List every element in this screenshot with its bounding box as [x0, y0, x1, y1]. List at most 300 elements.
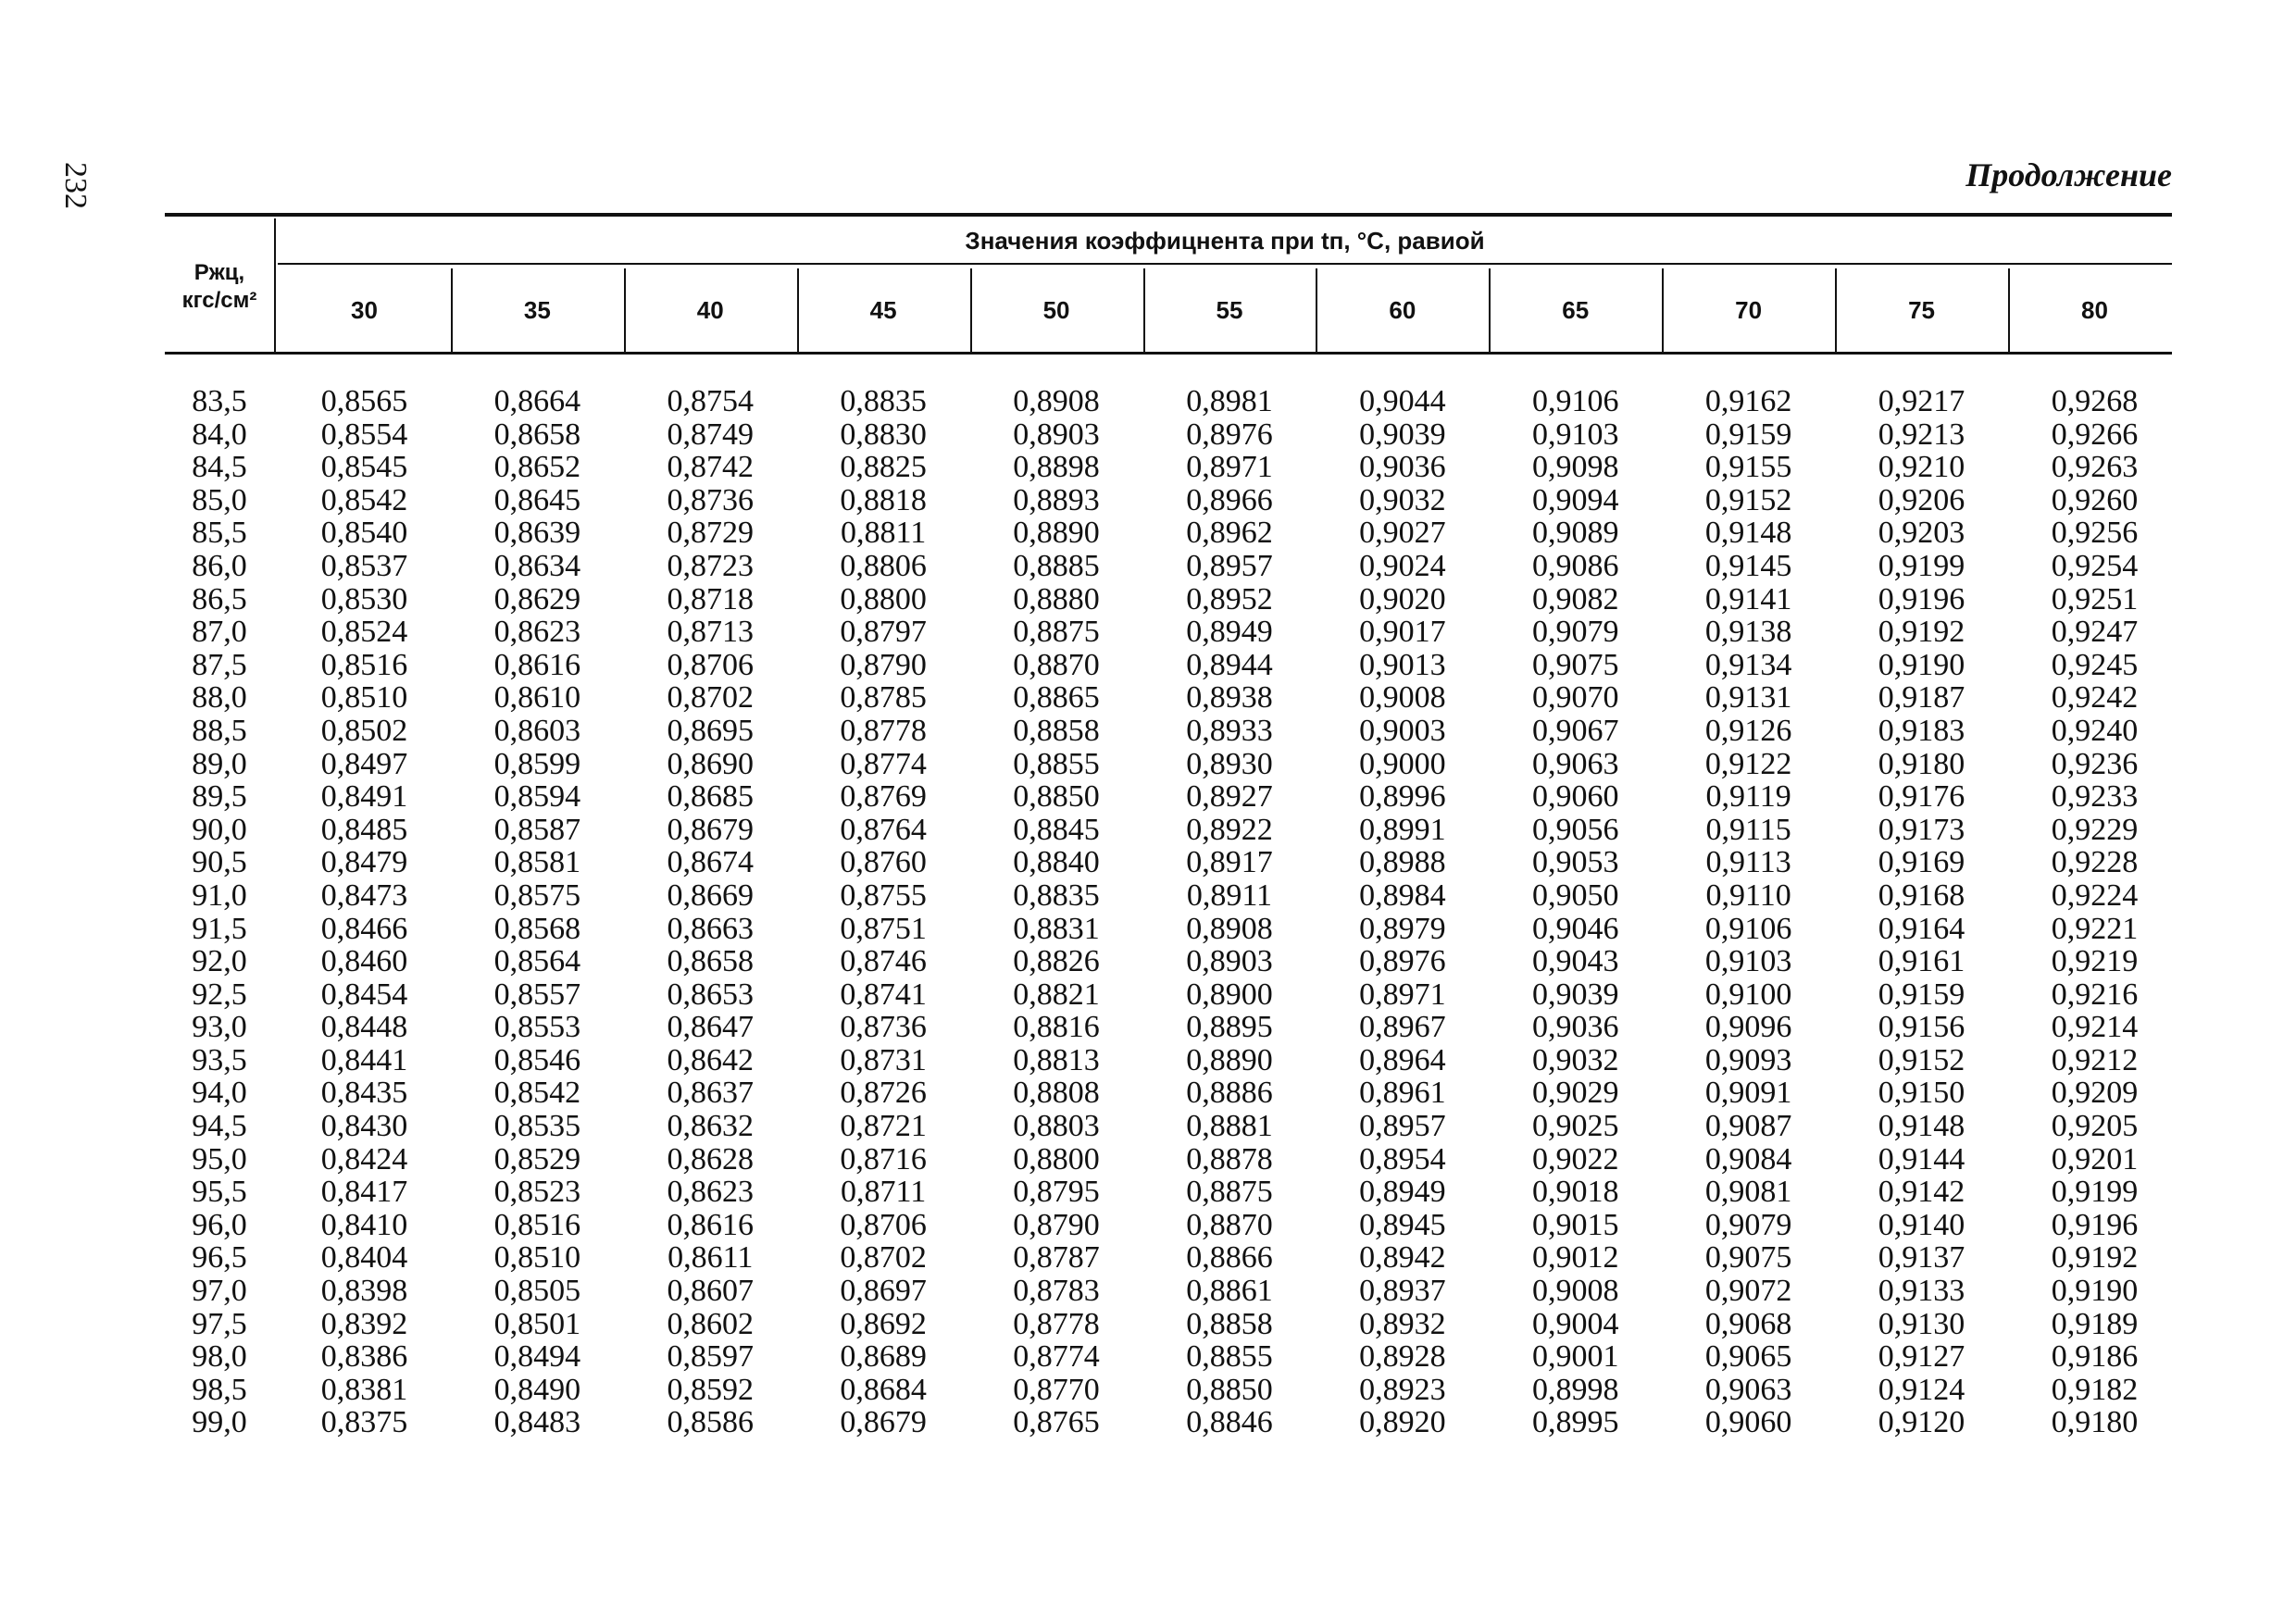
- coefficient-cell: 0,9096: [1704, 1010, 1792, 1045]
- coefficient-cell: 0,8928: [1359, 1339, 1446, 1375]
- table-row: [165, 517, 2172, 550]
- coefficient-cell: 0,8900: [1186, 977, 1273, 1012]
- coefficient-cell: 0,9122: [1704, 746, 1792, 781]
- table-row: [165, 1308, 2172, 1341]
- coefficient-cell: 0,9137: [1878, 1240, 1965, 1276]
- table-row: [165, 1044, 2172, 1077]
- coefficient-cell: 0,8623: [493, 615, 581, 650]
- coefficient-cell: 0,8861: [1186, 1274, 1273, 1309]
- pressure-cell: 89,0: [192, 746, 247, 781]
- page-number: 232: [58, 162, 93, 209]
- coefficient-cell: 0,8865: [1013, 680, 1100, 716]
- coefficient-cell: 0,8663: [667, 911, 754, 946]
- coefficient-cell: 0,8942: [1359, 1240, 1446, 1276]
- coefficient-cell: 0,8483: [493, 1405, 581, 1440]
- pressure-cell: 86,0: [192, 548, 247, 583]
- coefficient-cell: 0,8603: [493, 713, 581, 748]
- coefficient-cell: 0,9141: [1704, 581, 1792, 616]
- coefficient-cell: 0,8645: [493, 482, 581, 517]
- coefficient-cell: 0,8991: [1359, 812, 1446, 847]
- coefficient-cell: 0,8417: [320, 1175, 408, 1210]
- coefficient-cell: 0,8803: [1013, 1109, 1100, 1144]
- coefficient-cell: 0,8404: [320, 1240, 408, 1276]
- coefficient-cell: 0,9148: [1704, 516, 1792, 551]
- coefficient-cell: 0,8954: [1359, 1141, 1446, 1176]
- coefficient-cell: 0,8790: [1013, 1207, 1100, 1242]
- table-row: [165, 748, 2172, 781]
- pressure-cell: 94,0: [192, 1076, 247, 1111]
- table-row: [165, 1110, 2172, 1143]
- coefficient-cell: 0,9079: [1531, 615, 1619, 650]
- coefficient-cell: 0,8545: [320, 450, 408, 485]
- stub-header-unit: кгс/см²: [181, 288, 257, 313]
- coefficient-cell: 0,9036: [1531, 1010, 1619, 1045]
- coefficient-cell: 0,8830: [840, 417, 927, 452]
- coefficient-cell: 0,9008: [1531, 1274, 1619, 1309]
- pressure-cell: 90,0: [192, 812, 247, 847]
- coefficient-cell: 0,8908: [1013, 384, 1100, 418]
- coefficient-cell: 0,9189: [2051, 1306, 2139, 1341]
- coefficient-cell: 0,9161: [1878, 944, 1965, 979]
- coefficient-cell: 0,8466: [320, 911, 408, 946]
- coefficient-cell: 0,9219: [2051, 944, 2139, 979]
- pressure-cell: 87,0: [192, 615, 247, 650]
- coefficient-cell: 0,8647: [667, 1010, 754, 1045]
- coefficient-cell: 0,8808: [1013, 1076, 1100, 1111]
- coefficient-cell: 0,8995: [1531, 1405, 1619, 1440]
- coefficient-cell: 0,8920: [1359, 1405, 1446, 1440]
- table-row: [165, 1209, 2172, 1242]
- coefficient-cell: 0,8790: [840, 647, 927, 682]
- coefficient-cell: 0,8930: [1186, 746, 1273, 781]
- coefficient-cell: 0,8984: [1359, 877, 1446, 913]
- coefficient-cell: 0,8890: [1013, 516, 1100, 551]
- coefficient-cell: 0,8850: [1186, 1372, 1273, 1407]
- coefficient-cell: 0,8597: [667, 1339, 754, 1375]
- column-header: 70: [1735, 296, 1763, 324]
- coefficient-cell: 0,8713: [667, 615, 754, 650]
- coefficient-cell: 0,8886: [1186, 1076, 1273, 1111]
- coefficient-cell: 0,9103: [1704, 944, 1792, 979]
- pressure-cell: 98,0: [192, 1339, 247, 1375]
- column-divider: [624, 268, 626, 352]
- column-divider: [970, 268, 972, 352]
- coefficient-cell: 0,8755: [840, 877, 927, 913]
- coefficient-cell: 0,9079: [1704, 1207, 1792, 1242]
- coefficient-cell: 0,9142: [1878, 1175, 1965, 1210]
- coefficient-cell: 0,8460: [320, 944, 408, 979]
- coefficient-cell: 0,8800: [1013, 1141, 1100, 1176]
- pressure-cell: 96,0: [192, 1207, 247, 1242]
- coefficient-cell: 0,8813: [1013, 1042, 1100, 1077]
- coefficient-cell: 0,9050: [1531, 877, 1619, 913]
- coefficient-cell: 0,9251: [2051, 581, 2139, 616]
- coefficient-cell: 0,8529: [493, 1141, 581, 1176]
- coefficient-cell: 0,8706: [840, 1207, 927, 1242]
- coefficient-cell: 0,9221: [2051, 911, 2139, 946]
- coefficient-cell: 0,8858: [1186, 1306, 1273, 1341]
- coefficient-cell: 0,9268: [2051, 384, 2139, 418]
- coefficient-cell: 0,9233: [2051, 779, 2139, 815]
- coefficient-cell: 0,9180: [1878, 746, 1965, 781]
- coefficient-cell: 0,8903: [1186, 944, 1273, 979]
- coefficient-cell: 0,9012: [1531, 1240, 1619, 1276]
- coefficient-cell: 0,9150: [1878, 1076, 1965, 1111]
- table-row: [165, 1340, 2172, 1374]
- coefficient-cell: 0,8524: [320, 615, 408, 650]
- coefficient-cell: 0,9100: [1704, 977, 1792, 1012]
- coefficient-cell: 0,8835: [1013, 877, 1100, 913]
- coefficient-cell: 0,8592: [667, 1372, 754, 1407]
- coefficient-cell: 0,8751: [840, 911, 927, 946]
- coefficient-cell: 0,8501: [493, 1306, 581, 1341]
- coefficient-cell: 0,8510: [493, 1240, 581, 1276]
- table-row: [165, 550, 2172, 583]
- coefficient-cell: 0,8523: [493, 1175, 581, 1210]
- coefficient-cell: 0,8485: [320, 812, 408, 847]
- coefficient-cell: 0,8933: [1186, 713, 1273, 748]
- coefficient-cell: 0,9199: [1878, 548, 1965, 583]
- coefficient-cell: 0,8602: [667, 1306, 754, 1341]
- coefficient-cell: 0,8642: [667, 1042, 754, 1077]
- coefficient-cell: 0,8639: [493, 516, 581, 551]
- coefficient-cell: 0,8845: [1013, 812, 1100, 847]
- coefficient-cell: 0,8898: [1013, 450, 1100, 485]
- coefficient-cell: 0,8634: [493, 548, 581, 583]
- coefficient-cell: 0,8800: [840, 581, 927, 616]
- column-header: 30: [350, 296, 378, 324]
- coefficient-cell: 0,9192: [2051, 1240, 2139, 1276]
- coefficient-cell: 0,8858: [1013, 713, 1100, 748]
- column-divider: [451, 268, 453, 352]
- pressure-cell: 94,5: [192, 1109, 247, 1144]
- group-header-rule: [278, 263, 2172, 265]
- pressure-cell: 84,5: [192, 450, 247, 485]
- coefficient-cell: 0,8581: [493, 845, 581, 880]
- coefficient-cell: 0,9001: [1531, 1339, 1619, 1375]
- coefficient-cell: 0,9106: [1704, 911, 1792, 946]
- coefficient-cell: 0,8903: [1013, 417, 1100, 452]
- coefficient-cell: 0,9022: [1531, 1141, 1619, 1176]
- coefficient-cell: 0,9063: [1704, 1372, 1792, 1407]
- coefficient-cell: 0,8908: [1186, 911, 1273, 946]
- coefficient-cell: 0,8811: [841, 516, 927, 551]
- table-row: [165, 649, 2172, 682]
- coefficient-cell: 0,8575: [493, 877, 581, 913]
- coefficient-cell: 0,8502: [320, 713, 408, 748]
- coefficient-cell: 0,9024: [1359, 548, 1446, 583]
- coefficient-cell: 0,8629: [493, 581, 581, 616]
- table-row: [165, 945, 2172, 978]
- coefficient-cell: 0,8553: [493, 1010, 581, 1045]
- table-top-rule: [165, 213, 2172, 217]
- coefficient-cell: 0,8652: [493, 450, 581, 485]
- coefficient-cell: 0,9126: [1704, 713, 1792, 748]
- coefficient-cell: 0,8938: [1186, 680, 1273, 716]
- coefficient-cell: 0,9113: [1705, 845, 1791, 880]
- column-divider: [2008, 268, 2010, 352]
- coefficient-cell: 0,8718: [667, 581, 754, 616]
- continuation-label: Продолжение: [1965, 156, 2172, 193]
- coefficient-cell: 0,8923: [1359, 1372, 1446, 1407]
- coefficient-cell: 0,9124: [1878, 1372, 1965, 1407]
- coefficient-cell: 0,8679: [840, 1405, 927, 1440]
- coefficient-cell: 0,8702: [667, 680, 754, 716]
- coefficient-cell: 0,9256: [2051, 516, 2139, 551]
- coefficient-cell: 0,8448: [320, 1010, 408, 1045]
- coefficient-cell: 0,8430: [320, 1109, 408, 1144]
- column-divider: [1662, 268, 1664, 352]
- coefficient-cell: 0,8441: [320, 1042, 408, 1077]
- coefficient-cell: 0,8674: [667, 845, 754, 880]
- coefficient-cell: 0,9115: [1705, 812, 1791, 847]
- table-row: [165, 814, 2172, 847]
- coefficient-cell: 0,8797: [840, 615, 927, 650]
- column-header: 65: [1562, 296, 1590, 324]
- coefficient-cell: 0,8783: [1013, 1274, 1100, 1309]
- coefficient-cell: 0,9148: [1878, 1109, 1965, 1144]
- coefficient-cell: 0,9103: [1531, 417, 1619, 452]
- coefficient-cell: 0,9140: [1878, 1207, 1965, 1242]
- coefficient-cell: 0,8398: [320, 1274, 408, 1309]
- coefficient-cell: 0,8616: [667, 1207, 754, 1242]
- coefficient-cell: 0,9213: [1878, 417, 1965, 452]
- coefficient-cell: 0,9152: [1704, 482, 1792, 517]
- coefficient-cell: 0,9075: [1531, 647, 1619, 682]
- coefficient-cell: 0,8778: [840, 713, 927, 748]
- coefficient-cell: 0,9067: [1531, 713, 1619, 748]
- coefficient-cell: 0,9245: [2051, 647, 2139, 682]
- coefficient-cell: 0,8855: [1013, 746, 1100, 781]
- table-row: [165, 418, 2172, 452]
- coefficient-cell: 0,9060: [1704, 1405, 1792, 1440]
- coefficient-cell: 0,8607: [667, 1274, 754, 1309]
- column-header: 50: [1042, 296, 1070, 324]
- coefficient-cell: 0,9145: [1704, 548, 1792, 583]
- coefficient-cell: 0,9216: [2051, 977, 2139, 1012]
- coefficient-cell: 0,9036: [1359, 450, 1446, 485]
- coefficient-cell: 0,8770: [1013, 1372, 1100, 1407]
- table-row: [165, 1077, 2172, 1110]
- coefficient-cell: 0,8586: [667, 1405, 754, 1440]
- coefficient-cell: 0,9266: [2051, 417, 2139, 452]
- coefficient-cell: 0,8546: [493, 1042, 581, 1077]
- coefficient-cell: 0,9084: [1704, 1141, 1792, 1176]
- coefficient-cell: 0,9187: [1878, 680, 1965, 716]
- coefficient-cell: 0,9025: [1531, 1109, 1619, 1144]
- coefficient-cell: 0,8971: [1359, 977, 1446, 1012]
- coefficient-cell: 0,8530: [320, 581, 408, 616]
- coefficient-cell: 0,8825: [840, 450, 927, 485]
- coefficient-cell: 0,9086: [1531, 548, 1619, 583]
- coefficient-cell: 0,8878: [1186, 1141, 1273, 1176]
- coefficient-cell: 0,8632: [667, 1109, 754, 1144]
- coefficient-cell: 0,9236: [2051, 746, 2139, 781]
- coefficient-cell: 0,9229: [2051, 812, 2139, 847]
- coefficient-cell: 0,9155: [1704, 450, 1792, 485]
- coefficient-cell: 0,8726: [840, 1076, 927, 1111]
- coefficient-cell: 0,9131: [1704, 680, 1792, 716]
- coefficient-cell: 0,8831: [1013, 911, 1100, 946]
- coefficient-cell: 0,8435: [320, 1076, 408, 1111]
- pressure-cell: 84,0: [192, 417, 247, 452]
- coefficient-cell: 0,8870: [1013, 647, 1100, 682]
- coefficient-cell: 0,9210: [1878, 450, 1965, 485]
- coefficient-cell: 0,8723: [667, 548, 754, 583]
- coefficient-cell: 0,8881: [1186, 1109, 1273, 1144]
- pressure-cell: 96,5: [192, 1240, 247, 1276]
- coefficient-cell: 0,8375: [320, 1405, 408, 1440]
- column-divider: [1835, 268, 1837, 352]
- coefficient-cell: 0,8542: [493, 1076, 581, 1111]
- column-divider: [1316, 268, 1317, 352]
- coefficient-cell: 0,9089: [1531, 516, 1619, 551]
- coefficient-cell: 0,8966: [1186, 482, 1273, 517]
- coefficient-cell: 0,9032: [1531, 1042, 1619, 1077]
- stub-header-symbol: Pжц,: [193, 260, 245, 285]
- column-header: 55: [1216, 296, 1243, 324]
- coefficient-cell: 0,9070: [1531, 680, 1619, 716]
- coefficient-cell: 0,9203: [1878, 516, 1965, 551]
- coefficient-cell: 0,8979: [1359, 911, 1446, 946]
- coefficient-cell: 0,8880: [1013, 581, 1100, 616]
- coefficient-cell: 0,8594: [493, 779, 581, 815]
- coefficient-cell: 0,8537: [320, 548, 408, 583]
- coefficient-cell: 0,8932: [1359, 1306, 1446, 1341]
- coefficient-cell: 0,8957: [1186, 548, 1273, 583]
- column-divider: [1489, 268, 1491, 352]
- coefficient-cell: 0,8846: [1186, 1405, 1273, 1440]
- coefficient-cell: 0,8981: [1186, 384, 1273, 418]
- pressure-cell: 93,0: [192, 1010, 247, 1045]
- pressure-cell: 85,0: [192, 482, 247, 517]
- coefficient-cell: 0,8787: [1013, 1240, 1100, 1276]
- coefficient-cell: 0,8679: [667, 812, 754, 847]
- coefficient-cell: 0,9120: [1878, 1405, 1965, 1440]
- coefficient-cell: 0,9056: [1531, 812, 1619, 847]
- coefficient-cell: 0,8497: [320, 746, 408, 781]
- coefficient-cell: 0,8957: [1359, 1109, 1446, 1144]
- coefficient-cell: 0,8875: [1186, 1175, 1273, 1210]
- coefficient-cell: 0,9106: [1531, 384, 1619, 418]
- coefficient-cell: 0,9093: [1704, 1042, 1792, 1077]
- pressure-cell: 99,0: [192, 1405, 247, 1440]
- coefficient-cell: 0,8702: [840, 1240, 927, 1276]
- table-row: [165, 616, 2172, 649]
- coefficient-cell: 0,9228: [2051, 845, 2139, 880]
- coefficient-cell: 0,8885: [1013, 548, 1100, 583]
- coefficient-cell: 0,8890: [1186, 1042, 1273, 1077]
- pressure-cell: 90,5: [192, 845, 247, 880]
- coefficient-cell: 0,9201: [2051, 1141, 2139, 1176]
- coefficient-cell: 0,8554: [320, 417, 408, 452]
- coefficient-cell: 0,8749: [667, 417, 754, 452]
- coefficient-cell: 0,9013: [1359, 647, 1446, 682]
- coefficient-cell: 0,8410: [320, 1207, 408, 1242]
- pressure-cell: 83,5: [192, 384, 247, 418]
- coefficient-cell: 0,8692: [840, 1306, 927, 1341]
- coefficient-cell: 0,8494: [493, 1339, 581, 1375]
- coefficient-cell: 0,8610: [493, 680, 581, 716]
- coefficient-cell: 0,8835: [840, 384, 927, 418]
- table-body: [165, 385, 2172, 1439]
- coefficient-cell: 0,8616: [493, 647, 581, 682]
- column-header: 45: [869, 296, 897, 324]
- coefficient-cell: 0,8736: [840, 1010, 927, 1045]
- coefficient-cell: 0,8392: [320, 1306, 408, 1341]
- coefficient-cell: 0,8870: [1186, 1207, 1273, 1242]
- pressure-cell: 91,5: [192, 911, 247, 946]
- coefficient-cell: 0,9091: [1704, 1076, 1792, 1111]
- coefficient-cell: 0,8386: [320, 1339, 408, 1375]
- coefficient-cell: 0,9098: [1531, 450, 1619, 485]
- pressure-cell: 91,0: [192, 877, 247, 913]
- stub-divider: [274, 218, 276, 352]
- coefficient-cell: 0,8764: [840, 812, 927, 847]
- coefficient-cell: 0,9027: [1359, 516, 1446, 551]
- coefficient-cell: 0,9008: [1359, 680, 1446, 716]
- coefficient-cell: 0,8826: [1013, 944, 1100, 979]
- coefficient-cell: 0,9190: [1878, 647, 1965, 682]
- coefficient-cell: 0,8742: [667, 450, 754, 485]
- table-row: [165, 846, 2172, 879]
- coefficient-cell: 0,8542: [320, 482, 408, 517]
- coefficient-cell: 0,9240: [2051, 713, 2139, 748]
- coefficient-cell: 0,9152: [1878, 1042, 1965, 1077]
- coefficient-cell: 0,9065: [1704, 1339, 1792, 1375]
- table-row: [165, 879, 2172, 913]
- coefficient-cell: 0,9209: [2051, 1076, 2139, 1111]
- coefficient-cell: 0,8785: [840, 680, 927, 716]
- coefficient-cell: 0,8754: [667, 384, 754, 418]
- coefficient-cell: 0,8895: [1186, 1010, 1273, 1045]
- coefficient-cell: 0,8628: [667, 1141, 754, 1176]
- pressure-cell: 98,5: [192, 1372, 247, 1407]
- coefficient-cell: 0,8473: [320, 877, 408, 913]
- column-divider: [797, 268, 799, 352]
- pressure-cell: 87,5: [192, 647, 247, 682]
- pressure-cell: 97,0: [192, 1274, 247, 1309]
- coefficient-cell: 0,8971: [1186, 450, 1273, 485]
- pressure-cell: 97,5: [192, 1306, 247, 1341]
- coefficient-cell: 0,8516: [320, 647, 408, 682]
- column-header: 35: [523, 296, 551, 324]
- coefficient-cell: 0,8976: [1359, 944, 1446, 979]
- coefficient-cell: 0,9260: [2051, 482, 2139, 517]
- header-bottom-rule: [165, 352, 2172, 355]
- coefficient-cell: 0,9068: [1704, 1306, 1792, 1341]
- pressure-cell: 95,0: [192, 1141, 247, 1176]
- coefficient-cell: 0,9214: [2051, 1010, 2139, 1045]
- coefficient-cell: 0,9110: [1705, 877, 1791, 913]
- coefficient-cell: 0,8706: [667, 647, 754, 682]
- pressure-cell: 89,5: [192, 779, 247, 815]
- coefficient-cell: 0,8599: [493, 746, 581, 781]
- coefficient-cell: 0,8945: [1359, 1207, 1446, 1242]
- coefficient-cell: 0,8927: [1186, 779, 1273, 815]
- coefficient-cell: 0,8952: [1186, 581, 1273, 616]
- coefficient-cell: 0,9159: [1704, 417, 1792, 452]
- table-row: [165, 978, 2172, 1012]
- coefficient-cell: 0,9039: [1359, 417, 1446, 452]
- coefficient-cell: 0,8729: [667, 516, 754, 551]
- coefficient-cell: 0,8697: [840, 1274, 927, 1309]
- pressure-cell: 85,5: [192, 516, 247, 551]
- coefficient-cell: 0,8866: [1186, 1240, 1273, 1276]
- coefficient-cell: 0,8746: [840, 944, 927, 979]
- table-row: [165, 681, 2172, 715]
- coefficient-cell: 0,9094: [1531, 482, 1619, 517]
